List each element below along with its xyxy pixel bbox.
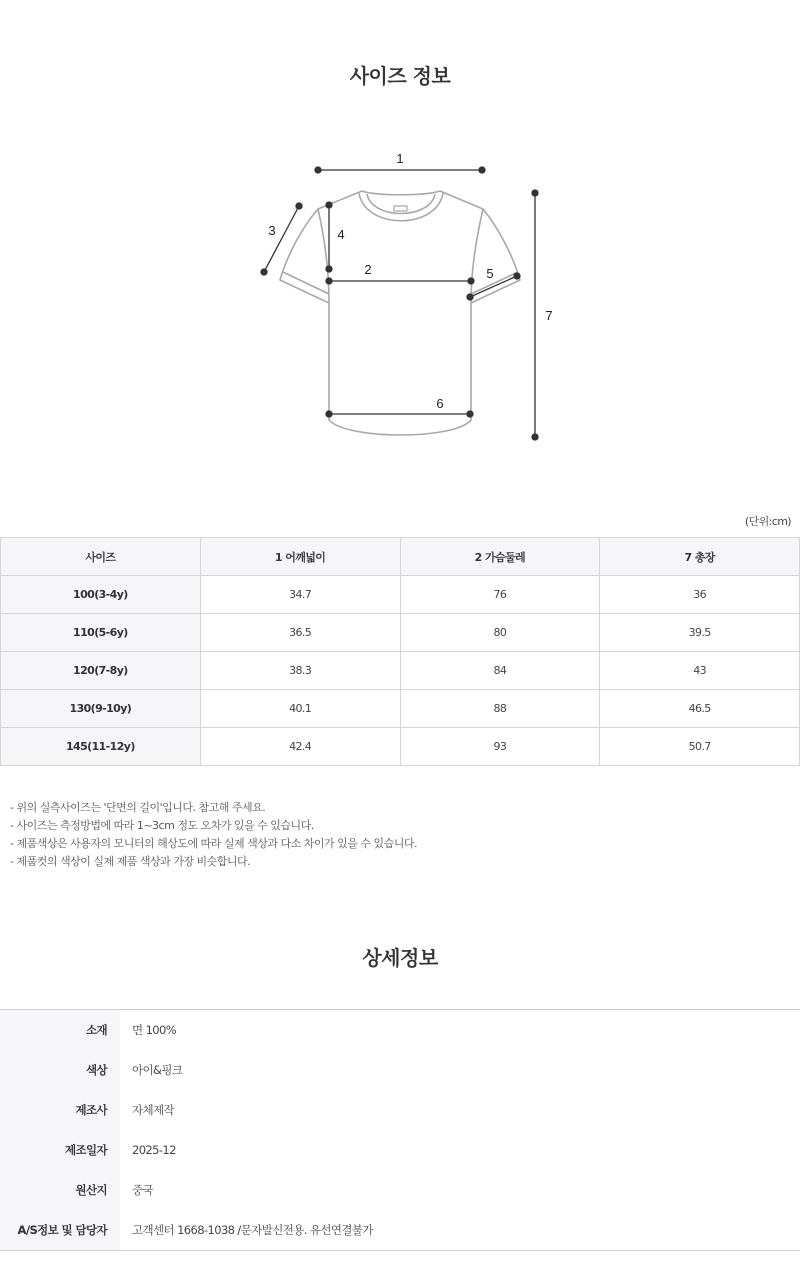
table-cell: 76: [400, 576, 600, 614]
table-cell: 43: [600, 652, 800, 690]
table-row: [0, 1050, 800, 1090]
table-cell: 36: [600, 576, 800, 614]
detail-section-title: 상세정보: [362, 946, 438, 970]
size-table: [0, 537, 800, 766]
detail-value: 아이&핑크: [132, 1063, 183, 1077]
measure-label-4: 4: [337, 227, 345, 242]
table-cell: 42.4: [200, 728, 400, 766]
measure-line-1: [315, 167, 485, 173]
table-row: [1, 728, 800, 766]
size-table-header: 사이즈: [1, 538, 201, 576]
detail-label: 소재: [0, 1010, 120, 1051]
size-section-title: 사이즈 정보: [349, 64, 451, 88]
size-label-cell: 145(11-12y): [1, 728, 201, 766]
detail-value: 중국: [132, 1183, 154, 1197]
table-row: [1, 576, 800, 614]
size-table-header-row: [1, 538, 800, 576]
table-row: [0, 1170, 800, 1210]
detail-label: 제조일자: [0, 1130, 120, 1170]
unit-note: (단위:cm): [744, 515, 791, 528]
measure-label-3: 3: [268, 223, 276, 238]
tshirt-outline: [280, 191, 520, 435]
table-cell: 34.7: [200, 576, 400, 614]
size-label-cell: 100(3-4y): [1, 576, 201, 614]
table-cell: 38.3: [200, 652, 400, 690]
product-detail-table: [0, 1009, 800, 1251]
detail-label: 원산지: [0, 1170, 120, 1210]
detail-value: 2025-12: [132, 1143, 176, 1157]
note-item: - 사이즈는 측정방법에 따라 1~3cm 정도 오차가 있을 수 있습니다.: [10, 819, 314, 832]
measure-label-5: 5: [486, 266, 494, 281]
table-row: [1, 652, 800, 690]
measure-line-6: [326, 411, 473, 417]
tshirt-measurement-diagram: [0, 140, 800, 460]
table-cell: 36.5: [200, 614, 400, 652]
detail-value: 자체제작: [132, 1103, 175, 1117]
size-label-cell: 110(5-6y): [1, 614, 201, 652]
note-item: - 제품색상은 사용자의 모니터의 해상도에 따라 실제 색상과 다소 차이가 있을 수 있습니다.: [10, 837, 417, 850]
table-row: [0, 1210, 800, 1251]
measure-label-1: 1: [396, 151, 404, 166]
measure-label-2: 2: [364, 262, 372, 277]
detail-value: 면 100%: [132, 1023, 177, 1037]
detail-label: 제조사: [0, 1090, 120, 1130]
detail-label: A/S정보 및 담당자: [0, 1210, 120, 1251]
measure-label-6: 6: [436, 396, 444, 411]
measure-line-2: [326, 278, 474, 284]
measure-line-3: [261, 203, 302, 275]
table-cell: 46.5: [600, 690, 800, 728]
table-cell: 93: [400, 728, 600, 766]
table-cell: 40.1: [200, 690, 400, 728]
table-row: [0, 1130, 800, 1170]
note-item: - 위의 실측사이즈는 '단면의 길이'입니다. 참고해 주세요.: [10, 801, 266, 814]
note-item: - 제품컷의 색상이 실제 제품 색상과 가장 비슷합니다.: [10, 855, 251, 868]
size-label-cell: 120(7-8y): [1, 652, 201, 690]
measure-line-7: [532, 190, 538, 440]
detail-value: 고객센터 1668-1038 /문자발신전용. 유선연결불가: [132, 1223, 373, 1237]
table-cell: 88: [400, 690, 600, 728]
table-cell: 50.7: [600, 728, 800, 766]
table-cell: 80: [400, 614, 600, 652]
table-row: [1, 614, 800, 652]
table-cell: 39.5: [600, 614, 800, 652]
size-table-header: 1 어깨넓이: [200, 538, 400, 576]
measure-label-7: 7: [545, 308, 553, 323]
table-cell: 84: [400, 652, 600, 690]
table-row: [1, 690, 800, 728]
detail-label: 색상: [0, 1050, 120, 1090]
table-row: [0, 1090, 800, 1130]
size-table-header: 2 가슴둘레: [400, 538, 600, 576]
size-notes-list: [10, 799, 417, 871]
table-row: [0, 1010, 800, 1051]
size-label-cell: 130(9-10y): [1, 690, 201, 728]
size-table-header: 7 총장: [600, 538, 800, 576]
